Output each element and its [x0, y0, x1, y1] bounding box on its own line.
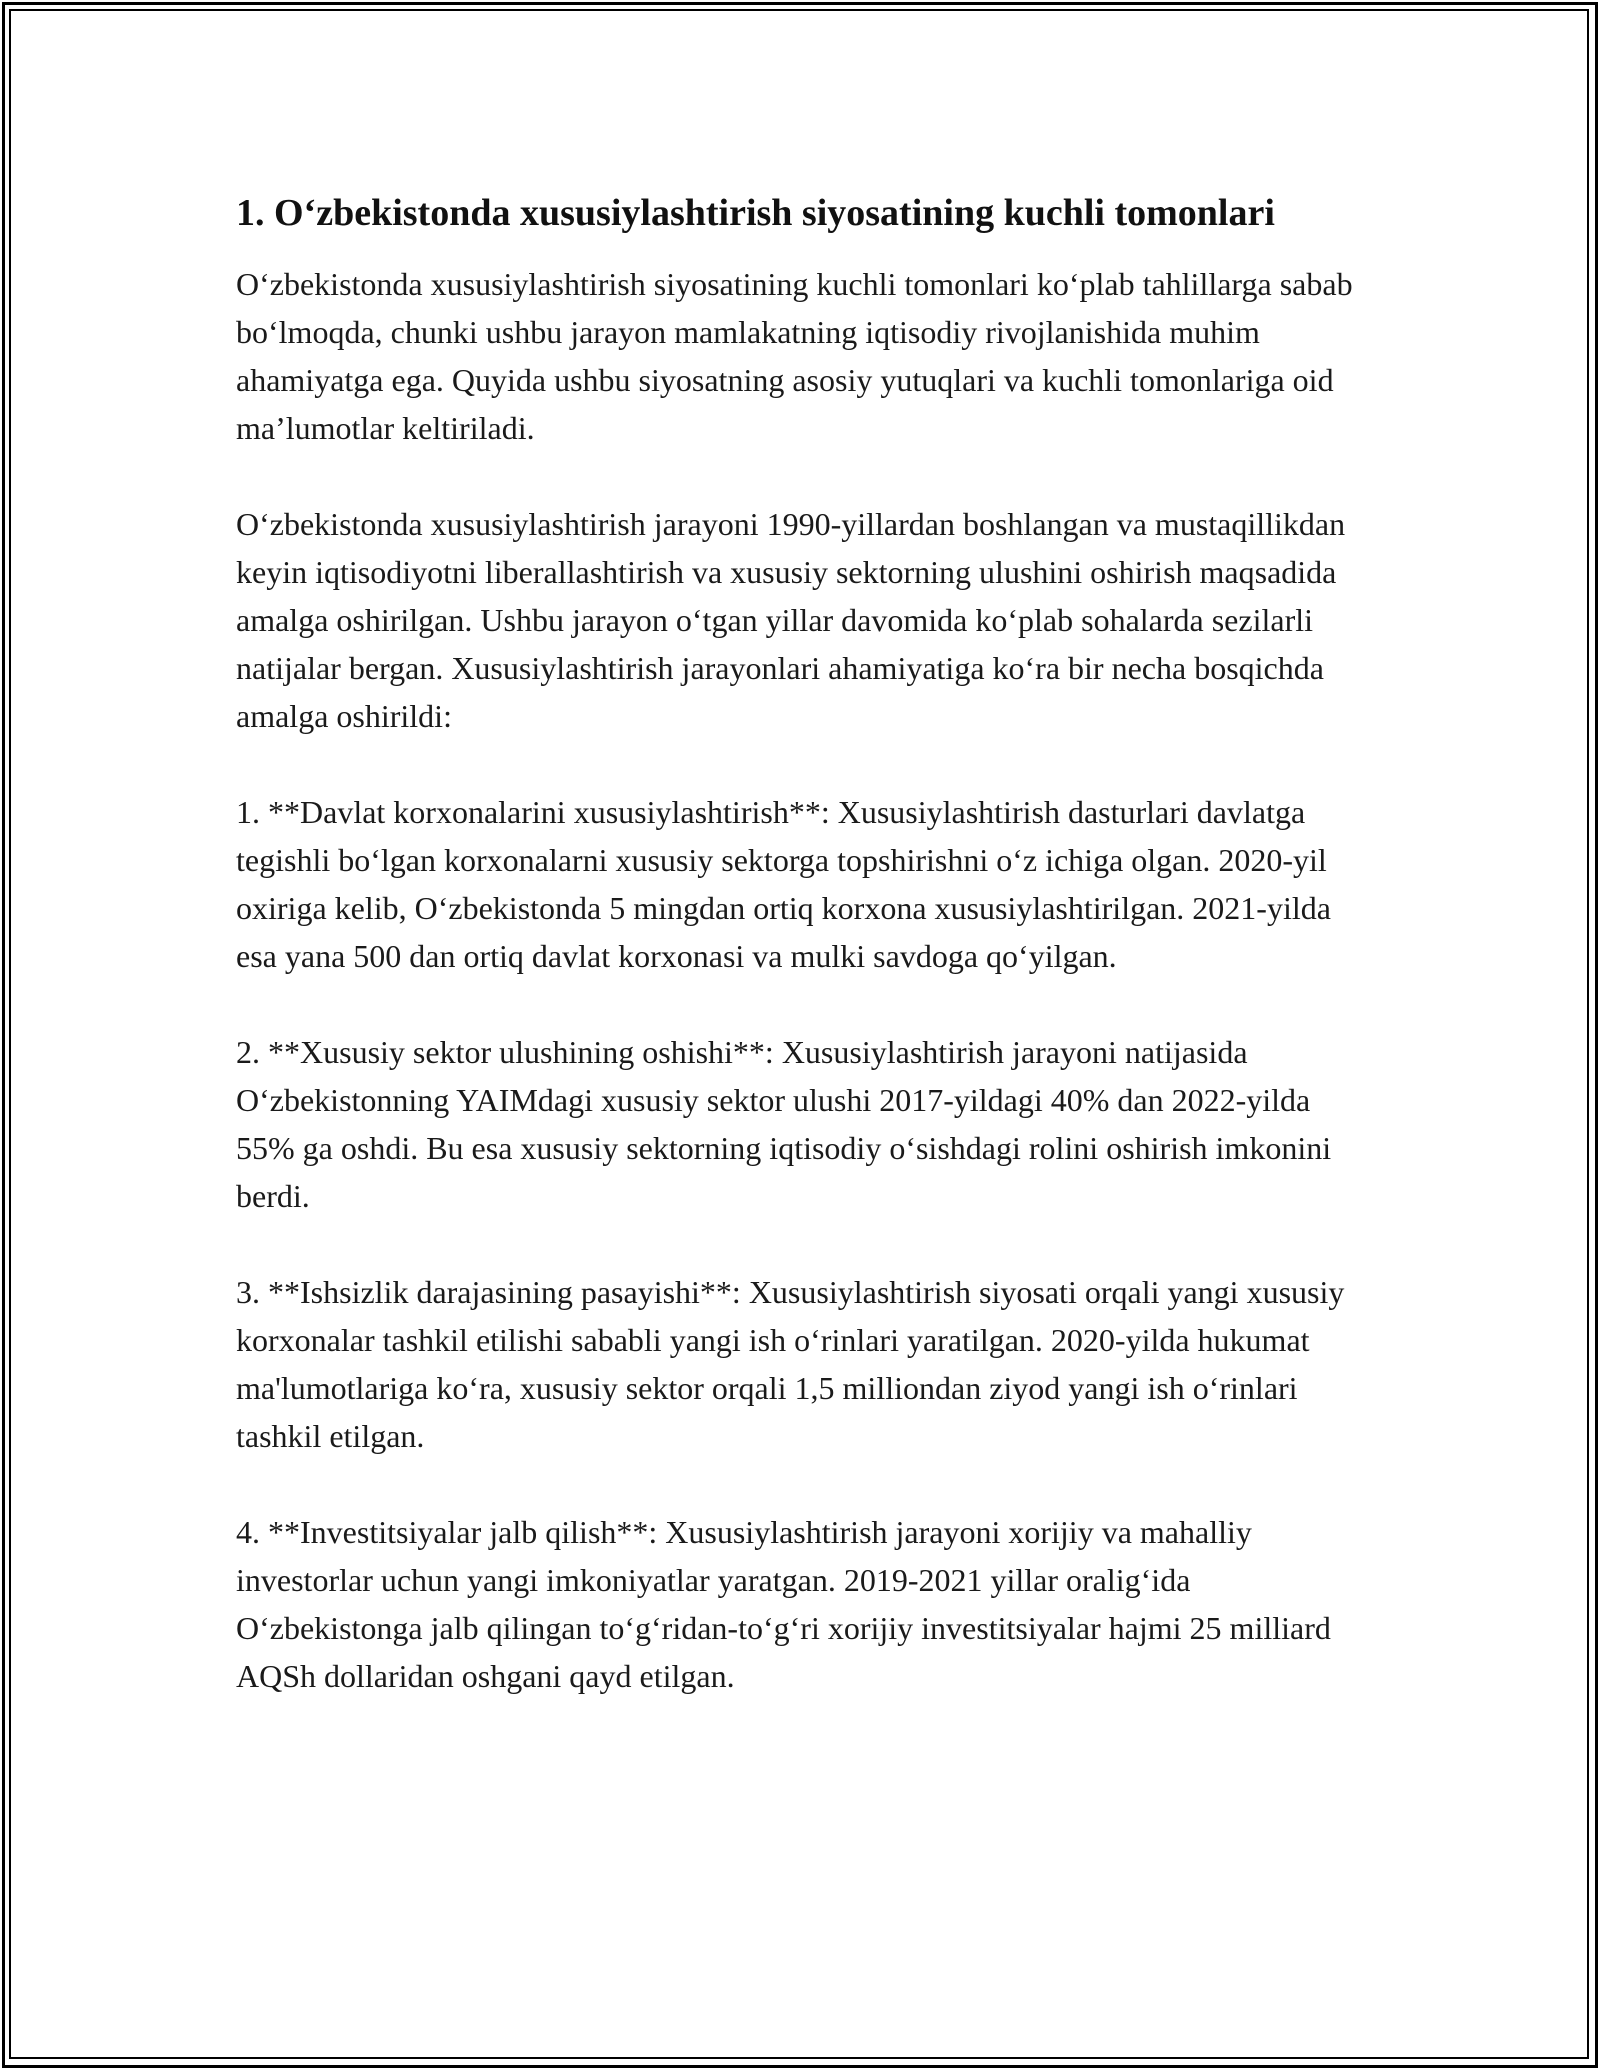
list-item-investments: 4. **Investitsiyalar jalb qilish**: Xususiylashtirish jarayoni xorijiy va mahalliy investorlar uchun yangi imkoniyatlar yaratgan. 2019-2021 yillar oralig‘ida O‘zbekistonga jalb qilingan to‘g‘ridan-to‘g‘ri xorijiy investitsiyalar hajmi 25 milliard AQSh dollaridan oshgani qayd etilgan. — [236, 1514, 1331, 1694]
intro-paragraph: O‘zbekistonda xususiylashtirish siyosatining kuchli tomonlari ko‘plab tahlillarga sabab bo‘lmoqda, chunki ushbu jarayon mamlakatning iqtisodiy rivojlanishida muhim ahamiyatga ega. Quyida ushbu siyosatning asosiy yutuqlari va kuchli tomonlariga oid ma’lumotlar keltiriladi. — [236, 266, 1353, 446]
list-item-state-enterprises: 1. **Davlat korxonalarini xususiylashtirish**: Xususiylashtirish dasturlari davlatga tegishli bo‘lgan korxonalarni xususiy sektorga topshirishni o‘z ichiga olgan. 2020-yil oxiriga kelib, O‘zbekistonda 5 mingdan ortiq korxona xususiylashtirilgan. 2021-yilda esa yana 500 dan ortiq davlat korxonasi va mulki savdoga qo‘yilgan. — [236, 794, 1331, 974]
list-item-private-sector-share: 2. **Xususiy sektor ulushining oshishi**: Xususiylashtirish jarayoni natijasida O‘zbekistonning YAIMdagi xususiy sektor ulushi 2017-yildagi 40% dan 2022-yilda 55% ga oshdi. Bu esa xususiy sektorning iqtisodiy o‘sishdagi rolini oshirish imkonini berdi. — [236, 1034, 1332, 1214]
list-item-unemployment: 3. **Ishsizlik darajasining pasayishi**: Xususiylashtirish siyosati orqali yangi xususiy korxonalar tashkil etilishi sababli yangi ish o‘rinlari yaratilgan. 2020-yilda hukumat ma'lumotlariga ko‘ra, xususiy sektor orqali 1,5 milliondan ziyod yangi ish o‘rinlari tashkil etilgan. — [236, 1274, 1345, 1454]
document-body — [236, 186, 1376, 1748]
background-paragraph: O‘zbekistonda xususiylashtirish jarayoni 1990-yillardan boshlangan va mustaqillikdan keyin iqtisodiyotni liberallashtirish va xususiy sektorning ulushini oshirish maqsadida amalga oshirilgan. Ushbu jarayon o‘tgan yillar davomida ko‘plab sohalarda sezilarli natijalar bergan. Xususiylashtirish jarayonlari ahamiyatiga ko‘ra bir necha bosqichda amalga oshirildi: — [236, 506, 1346, 734]
section-title: 1. O‘zbekistonda xususiylashtirish siyosatining kuchli tomonlari — [236, 192, 1275, 234]
